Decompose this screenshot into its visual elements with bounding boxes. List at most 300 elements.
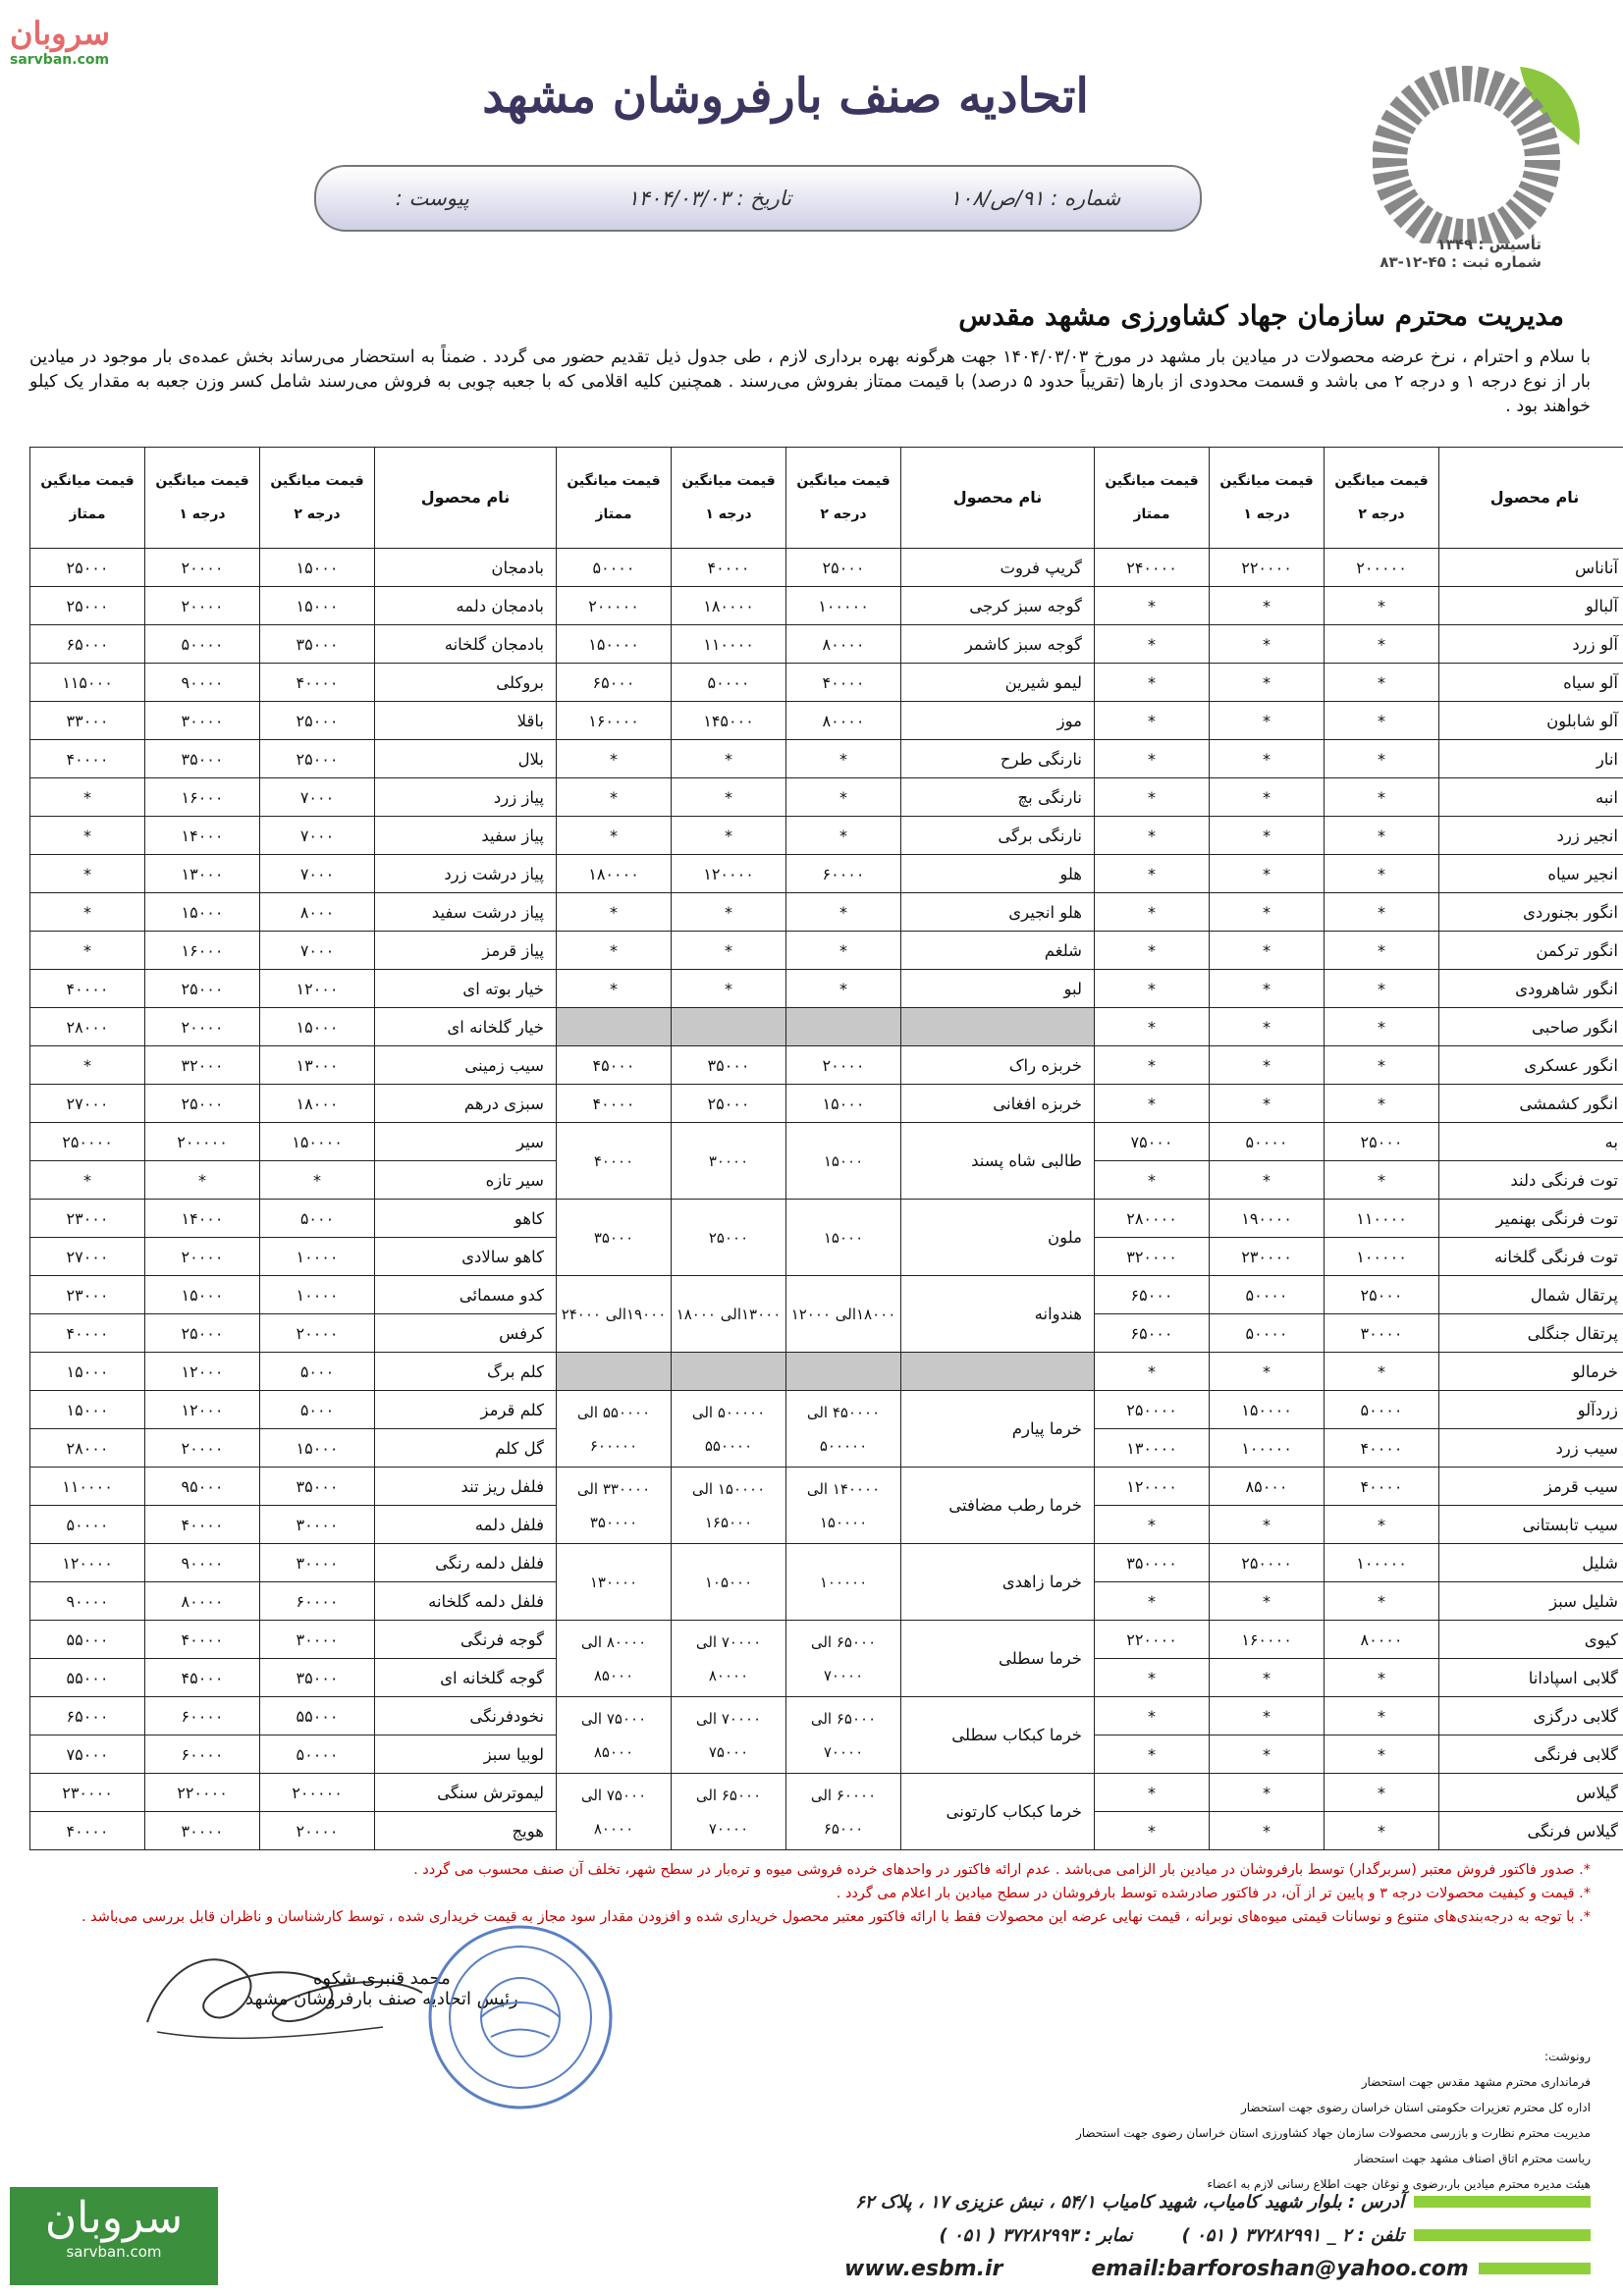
cell-a-g1: * [1210,1735,1325,1774]
cell-b-merged-g2: ۶۵۰۰۰ الی ۷۰۰۰۰ [786,1697,901,1774]
cell-b-merged-name: خرما کبکاب سطلی [901,1697,1095,1774]
cell-a-prem: * [1095,1085,1210,1123]
cell-b-merged-name: خرما زاهدی [901,1544,1095,1621]
cell-b-merged-g1: ۲۵۰۰۰ [672,1200,786,1276]
cell-a-g1: ۱۹۰۰۰۰ [1210,1200,1325,1238]
cell-a-prem: * [1095,817,1210,855]
cell-c-name: فلفل ریز تند [375,1468,557,1506]
table-row [30,817,1623,855]
cell-c-g1: ۴۰۰۰۰ [145,1621,260,1659]
cell-a-g2: * [1325,1506,1439,1544]
header-prem-b: قیمت میانگین ممتاز [557,448,672,549]
cell-c-g2: ۵۰۰۰ [260,1353,375,1391]
cell-c-g1: ۸۰۰۰۰ [145,1582,260,1621]
watermark-top-text: سروبان [10,15,111,52]
cc-item: مدیریت محترم نظارت و بازرسی محصولات سازمان جهاد کشاورزی استان خراسان رضوی جهت استحضار [1075,2126,1591,2140]
cell-b-prem: ۶۵۰۰۰ [557,664,672,702]
founded-year: تأسیس : ۱۳۴۹ [1436,236,1542,253]
cell-b-name: گریپ فروت [901,549,1095,587]
table-row [30,587,1623,625]
cell-b-name: گوجه سبز کاشمر [901,625,1095,664]
cc-item: ریاست محترم اتاق اصناف مشهد جهت استحضار [1354,2152,1591,2165]
cell-c-g1: ۴۵۰۰۰ [145,1659,260,1697]
cell-b-prem: ۲۰۰۰۰۰ [557,587,672,625]
page-title: اتحادیه صنف بارفروشان مشهد [482,69,1089,124]
table-row [30,1123,1623,1161]
cell-b-name: شلغم [901,932,1095,970]
cell-c-g2: ۶۰۰۰۰ [260,1582,375,1621]
cell-b-empty [672,1353,786,1391]
header-name-c: نام محصول [375,448,557,549]
cell-a-g1: * [1210,970,1325,1008]
cell-a-g2: * [1325,702,1439,740]
cell-a-name: زردآلو [1439,1391,1623,1429]
cell-a-name: گلابی اسپادانا [1439,1659,1623,1697]
cell-a-name: توت فرنگی دلند [1439,1161,1623,1200]
cell-b-name: هلو [901,855,1095,893]
cell-a-prem: ۱۳۰۰۰۰ [1095,1429,1210,1468]
number-value: ۹۱/ص/۱۰۸ [949,187,1045,210]
union-logo-icon [1373,57,1589,243]
cell-b-merged-g1: ۱۳۰۰۰الی ۱۸۰۰۰ [672,1276,786,1353]
price-table [29,447,1623,1850]
cell-a-prem: * [1095,625,1210,664]
table-header-row [30,448,1623,549]
cell-b-g1: ۱۱۰۰۰۰ [672,625,786,664]
cell-b-g2: ۴۰۰۰۰ [786,664,901,702]
cell-a-g2: * [1325,1582,1439,1621]
cell-a-g1: * [1210,1506,1325,1544]
cell-a-g1: * [1210,1008,1325,1046]
footer-bar [1479,2263,1591,2274]
cell-a-g2: ۴۰۰۰۰ [1325,1429,1439,1468]
cc-list [884,2044,1591,2197]
cell-b-merged-prem: ۱۳۰۰۰۰ [557,1544,672,1621]
cell-a-prem: * [1095,1582,1210,1621]
cell-a-g1: * [1210,1353,1325,1391]
cell-a-name: آلبالو [1439,587,1623,625]
cell-c-name: بلال [375,740,557,778]
cell-c-prem: ۲۵۰۰۰ [30,587,145,625]
cell-a-g1: * [1210,702,1325,740]
cell-b-prem: * [557,893,672,932]
note-2: *. قیمت و کیفیت محصولات درجه ۳ و پایین تر از آن، در فاکتور صادرشده توسط بارفروشان در سطح میادین بار اعلام می گردد . [836,1886,1591,1901]
cell-c-g2: ۲۰۰۰۰ [260,1314,375,1353]
cell-b-merged-prem: ۳۵۰۰۰ [557,1200,672,1276]
cell-a-name: انگور ترکمن [1439,932,1623,970]
table-row [30,1468,1623,1506]
cell-a-prem: ۳۲۰۰۰۰ [1095,1238,1210,1276]
cell-c-g1: ۲۰۰۰۰ [145,587,260,625]
cell-a-prem: * [1095,587,1210,625]
cell-b-g2: * [786,970,901,1008]
cell-b-g1: * [672,970,786,1008]
cell-a-g2: * [1325,893,1439,932]
cell-a-g2: * [1325,1735,1439,1774]
cell-a-prem: * [1095,1659,1210,1697]
number-field [950,187,1121,210]
cell-b-merged-g1: ۳۰۰۰۰ [672,1123,786,1200]
cell-a-name: کیوی [1439,1621,1623,1659]
cell-c-g1: ۶۰۰۰۰ [145,1735,260,1774]
cell-c-g2: ۴۰۰۰۰ [260,664,375,702]
cell-c-name: باقلا [375,702,557,740]
cell-a-g1: ۸۵۰۰۰ [1210,1468,1325,1506]
cell-c-name: خیار بوته ای [375,970,557,1008]
cell-b-empty [786,1353,901,1391]
cell-a-prem: * [1095,893,1210,932]
date-label: تاریخ : [736,187,791,210]
table-row [30,893,1623,932]
cell-c-g1: ۲۰۰۰۰ [145,1238,260,1276]
cell-b-prem: ۵۰۰۰۰ [557,549,672,587]
cell-b-name: لبو [901,970,1095,1008]
cell-a-prem: ۱۲۰۰۰۰ [1095,1468,1210,1506]
cell-c-prem: ۶۵۰۰۰ [30,1697,145,1735]
table-row [30,549,1623,587]
notes [29,1858,1591,1929]
cell-b-g1: * [672,932,786,970]
cell-c-prem: ۲۸۰۰۰ [30,1008,145,1046]
cell-a-prem: * [1095,1353,1210,1391]
cell-c-name: لیموترش سنگی [375,1774,557,1812]
cell-c-name: خیار گلخانه ای [375,1008,557,1046]
cell-b-prem: ۱۸۰۰۰۰ [557,855,672,893]
cell-c-g2: * [260,1161,375,1200]
cell-b-prem: * [557,970,672,1008]
header-g2-b: قیمت میانگین درجه ۲ [786,448,901,549]
cell-c-prem: ۱۵۰۰۰ [30,1353,145,1391]
cell-b-merged-g1: ۱۵۰۰۰۰ الی ۱۶۵۰۰۰ [672,1468,786,1544]
cell-a-prem: * [1095,778,1210,817]
cell-c-g2: ۲۰۰۰۰۰ [260,1774,375,1812]
cell-c-g2: ۳۵۰۰۰ [260,625,375,664]
cell-b-merged-name: هندوانه [901,1276,1095,1353]
cell-c-prem: ۶۵۰۰۰ [30,625,145,664]
cell-c-g2: ۵۰۰۰ [260,1200,375,1238]
cell-b-prem: * [557,778,672,817]
table-row [30,1046,1623,1085]
signer-name: محمد قنبری شکوه [312,1968,451,1989]
cell-b-g2: * [786,932,901,970]
cell-a-g1: ۲۲۰۰۰۰ [1210,549,1325,587]
cell-a-g1: ۱۰۰۰۰۰ [1210,1429,1325,1468]
cell-a-prem: * [1095,1697,1210,1735]
cell-a-g2: * [1325,587,1439,625]
table-row [30,1008,1623,1046]
cell-a-name: به [1439,1123,1623,1161]
table-row [30,1697,1623,1735]
cell-c-g1: ۱۲۰۰۰ [145,1391,260,1429]
cell-c-prem: ۲۳۰۰۰۰ [30,1774,145,1812]
cell-b-name: هلو انجیری [901,893,1095,932]
cell-a-prem: * [1095,740,1210,778]
cell-a-prem: * [1095,970,1210,1008]
cell-b-merged-prem: ۳۳۰۰۰۰ الی ۳۵۰۰۰۰ [557,1468,672,1544]
cell-c-name: سیر [375,1123,557,1161]
cell-b-g2: * [786,740,901,778]
cell-c-prem: * [30,855,145,893]
cell-b-prem: ۱۵۰۰۰۰ [557,625,672,664]
cell-b-g1: ۵۰۰۰۰ [672,664,786,702]
cell-b-merged-g1: ۶۵۰۰۰ الی ۷۰۰۰۰ [672,1774,786,1850]
cell-b-prem: * [557,817,672,855]
cell-c-name: بادمجان گلخانه [375,625,557,664]
cell-c-name: بادمجان دلمه [375,587,557,625]
cell-a-g2: ۲۵۰۰۰ [1325,1123,1439,1161]
cell-b-g2: * [786,778,901,817]
cell-a-name: سیب قرمز [1439,1468,1623,1506]
cell-c-prem: ۴۰۰۰۰ [30,1812,145,1850]
footer-phone: تلفن : ۲ _ ۳۷۲۸۲۹۹۱ ( ۰۵۱ ) [1181,2224,1404,2246]
footer-address: آدرس : بلوار شهید کامیاب، شهید کامیاب ۵۴/۱ ، نبش عزیزی ۱۷ ، پلاک ۶۲ [855,2191,1404,2213]
cell-b-g2: ۲۵۰۰۰ [786,549,901,587]
cell-c-g1: ۲۰۰۰۰۰ [145,1123,260,1161]
cell-a-prem: * [1095,1161,1210,1200]
header-prem-c: قیمت میانگین ممتاز [30,448,145,549]
cell-a-g2: ۵۰۰۰۰ [1325,1391,1439,1429]
table-row [30,702,1623,740]
cell-a-name: توت فرنگی بهنمیر [1439,1200,1623,1238]
watermark-bottom [10,2187,218,2285]
cell-c-g2: ۵۵۰۰۰ [260,1697,375,1735]
cell-c-g1: ۲۰۰۰۰ [145,1429,260,1468]
cell-c-g1: ۳۲۰۰۰ [145,1046,260,1085]
cell-c-g1: * [145,1161,260,1200]
cell-a-g1: * [1210,932,1325,970]
cc-item: هیئت مدیره محترم میادین بار،رضوی و نوغان جهت اطلاع رسانی لازم به اعضاء [1207,2177,1591,2191]
table-row [30,740,1623,778]
cell-c-prem: ۲۷۰۰۰ [30,1085,145,1123]
cell-a-name: آناناس [1439,549,1623,587]
table-row [30,1774,1623,1812]
cell-c-g2: ۷۰۰۰ [260,778,375,817]
cell-c-g2: ۸۰۰۰ [260,893,375,932]
cell-b-g1: ۱۸۰۰۰۰ [672,587,786,625]
note-3: *. با توجه به درجه‌بندی‌های متنوع و نوسانات قیمتی میوه‌های نوبرانه ، قیمت نهایی عرضه این محصولات فقط با ارائه فاکتور معتبر محصول خریداری شده و افزودن مقدار سود مجاز به قیمت خریداری شده ، توسط کارشناسان و ناظران قابل بررسی می‌باشد . [81,1909,1591,1925]
union-stamp-icon [422,1919,619,2115]
cell-a-g2: * [1325,817,1439,855]
cell-a-g1: * [1210,1582,1325,1621]
header-name-b: نام محصول [901,448,1095,549]
cell-a-g2: ۲۵۰۰۰ [1325,1276,1439,1314]
cell-a-g2: * [1325,664,1439,702]
cell-c-prem: * [30,932,145,970]
cell-a-g2: ۴۰۰۰۰ [1325,1468,1439,1506]
cell-c-name: کلم قرمز [375,1391,557,1429]
cell-a-g1: * [1210,893,1325,932]
cell-a-name: انگور صاحبی [1439,1008,1623,1046]
cell-c-name: سبزی درهم [375,1085,557,1123]
cell-c-prem: ۱۵۰۰۰ [30,1391,145,1429]
table-row [30,1085,1623,1123]
cell-c-g1: ۱۶۰۰۰ [145,932,260,970]
cell-a-prem: ۳۵۰۰۰۰ [1095,1544,1210,1582]
cell-b-g2: ۱۵۰۰۰ [786,1085,901,1123]
cell-a-g2: * [1325,1697,1439,1735]
cell-a-g1: * [1210,1697,1325,1735]
cell-c-prem: ۱۲۰۰۰۰ [30,1544,145,1582]
cell-a-prem: * [1095,932,1210,970]
cell-a-prem: * [1095,664,1210,702]
cell-c-g2: ۱۵۰۰۰ [260,1429,375,1468]
cell-b-g2: ۱۰۰۰۰۰ [786,587,901,625]
cell-b-merged-g2: ۱۵۰۰۰ [786,1200,901,1276]
cell-c-g1: ۹۰۰۰۰ [145,1544,260,1582]
table-row [30,1353,1623,1391]
cell-b-merged-prem: ۵۵۰۰۰۰ الی ۶۰۰۰۰۰ [557,1391,672,1468]
cell-a-g1: ۲۳۰۰۰۰ [1210,1238,1325,1276]
cell-b-merged-g2: ۱۰۰۰۰۰ [786,1544,901,1621]
cell-a-name: توت فرنگی گلخانه [1439,1238,1623,1276]
cell-c-name: فلفل دلمه [375,1506,557,1544]
cell-c-prem: ۴۰۰۰۰ [30,740,145,778]
cell-a-prem: * [1095,1774,1210,1812]
cell-c-name: کلم برگ [375,1353,557,1391]
cell-b-merged-name: خرما کبکاب کارتونی [901,1774,1095,1850]
cell-a-g1: * [1210,664,1325,702]
cell-c-name: پیاز سفید [375,817,557,855]
cell-c-g2: ۳۰۰۰۰ [260,1506,375,1544]
cell-c-g1: ۲۰۰۰۰ [145,549,260,587]
cell-a-prem: * [1095,1506,1210,1544]
attachment-field [396,187,469,210]
cell-b-merged-prem: ۷۵۰۰۰ الی ۸۰۰۰۰ [557,1774,672,1850]
cell-a-g2: * [1325,625,1439,664]
cc-label: رونوشت: [1543,2050,1591,2063]
cell-a-prem: ۲۲۰۰۰۰ [1095,1621,1210,1659]
cell-a-name: گلابی فرنگی [1439,1735,1623,1774]
cell-c-name: گوجه فرنگی [375,1621,557,1659]
attachment-label: پیوست : [395,187,469,210]
cell-b-prem: ۴۰۰۰۰ [557,1085,672,1123]
cell-b-merged-name: ملون [901,1200,1095,1276]
cell-c-prem: ۵۵۰۰۰ [30,1621,145,1659]
addressee: مدیریت محترم سازمان جهاد کشاورزی مشهد مقدس [958,299,1564,332]
cell-b-g1: ۱۲۰۰۰۰ [672,855,786,893]
cell-c-prem: ۲۷۰۰۰ [30,1238,145,1276]
cell-b-name: گوجه سبز کرجی [901,587,1095,625]
footer-email: email:barforoshan@yahoo.com [1091,2256,1469,2281]
cell-c-name: پیاز قرمز [375,932,557,970]
footer-web-row [844,2252,1591,2285]
cell-a-g2: ۱۰۰۰۰۰ [1325,1544,1439,1582]
number-label: شماره : [1051,187,1121,210]
cell-c-name: پیاز درشت زرد [375,855,557,893]
cell-c-g2: ۷۰۰۰ [260,932,375,970]
header-g1-a: قیمت میانگین درجه ۱ [1210,448,1325,549]
cell-c-g2: ۷۰۰۰ [260,817,375,855]
cell-b-merged-g1: ۷۰۰۰۰ الی ۸۰۰۰۰ [672,1621,786,1697]
cell-b-merged-g2: ۱۵۰۰۰ [786,1123,901,1200]
cell-b-empty [557,1353,672,1391]
cell-c-prem: ۹۰۰۰۰ [30,1582,145,1621]
cell-a-name: آلو سیاه [1439,664,1623,702]
cell-c-g2: ۱۲۰۰۰ [260,970,375,1008]
watermark-bottom-text: سروبان [44,2193,184,2243]
signer-role: رئیس اتحادیه صنف بارفروشان مشهد [245,1989,518,2009]
cell-c-prem: ۱۱۰۰۰۰ [30,1468,145,1506]
cell-a-name: انگور عسکری [1439,1046,1623,1085]
cell-b-g1: ۱۴۵۰۰۰ [672,702,786,740]
cell-c-g2: ۱۰۰۰۰ [260,1276,375,1314]
cell-a-name: گیلاس [1439,1774,1623,1812]
cell-c-name: سیر تازه [375,1161,557,1200]
header-prem-a: قیمت میانگین ممتاز [1095,448,1210,549]
watermark-top-url: sarvban.com [10,52,110,68]
header-g2-c: قیمت میانگین درجه ۲ [260,448,375,549]
table-row [30,1621,1623,1659]
cell-c-name: بادمجان [375,549,557,587]
cell-b-merged-g1: ۷۰۰۰۰ الی ۷۵۰۰۰ [672,1697,786,1774]
cell-c-prem: ۱۱۵۰۰۰ [30,664,145,702]
cell-c-g1: ۳۰۰۰۰ [145,702,260,740]
watermark-top [10,15,177,68]
cell-a-g2: * [1325,1353,1439,1391]
cell-c-g2: ۱۵۰۰۰ [260,549,375,587]
cell-a-g1: ۵۰۰۰۰ [1210,1123,1325,1161]
footer-website[interactable]: www.esbm.ir [844,2256,1003,2281]
table-row [30,1200,1623,1238]
cell-a-prem: * [1095,702,1210,740]
footer-bar [1414,2196,1591,2208]
cell-c-g2: ۳۵۰۰۰ [260,1468,375,1506]
cell-a-g2: * [1325,970,1439,1008]
cell-a-g2: * [1325,1161,1439,1200]
header-name-a: نام محصول [1439,448,1623,549]
cell-c-g2: ۳۰۰۰۰ [260,1544,375,1582]
cell-a-g2: ۸۰۰۰۰ [1325,1621,1439,1659]
cell-c-g1: ۱۶۰۰۰ [145,778,260,817]
cell-b-g2: ۸۰۰۰۰ [786,625,901,664]
cell-c-g2: ۱۵۰۰۰ [260,1008,375,1046]
cell-a-g2: ۱۰۰۰۰۰ [1325,1238,1439,1276]
cell-b-g2: ۸۰۰۰۰ [786,702,901,740]
cell-a-name: آلو شابلون [1439,702,1623,740]
cell-c-g1: ۱۴۰۰۰ [145,1200,260,1238]
date-field [627,187,791,210]
cell-b-prem [557,1008,672,1046]
cell-a-name: انبه [1439,778,1623,817]
cell-c-g2: ۳۵۰۰۰ [260,1659,375,1697]
cell-b-g1: ۲۵۰۰۰ [672,1085,786,1123]
cell-c-g2: ۳۰۰۰۰ [260,1621,375,1659]
cell-a-name: آلو زرد [1439,625,1623,664]
cell-a-name: انجیر سیاه [1439,855,1623,893]
cell-a-name: گلابی درگزی [1439,1697,1623,1735]
cell-b-merged-prem: ۱۹۰۰۰الی ۲۴۰۰۰ [557,1276,672,1353]
cell-c-g2: ۱۵۰۰۰ [260,587,375,625]
cell-a-g2: * [1325,740,1439,778]
header-g2-a: قیمت میانگین درجه ۲ [1325,448,1439,549]
cell-c-g1: ۳۵۰۰۰ [145,740,260,778]
cell-a-g1: * [1210,1046,1325,1085]
cell-c-name: کدو مسمائی [375,1276,557,1314]
cell-a-name: شلیل سبز [1439,1582,1623,1621]
cell-a-g2: * [1325,855,1439,893]
cell-c-prem: ۴۰۰۰۰ [30,970,145,1008]
cell-a-name: انگور شاهرودی [1439,970,1623,1008]
cell-a-g1: ۵۰۰۰۰ [1210,1276,1325,1314]
cell-b-merged-name: خرما پیارم [901,1391,1095,1468]
table-row [30,664,1623,702]
cell-c-prem: ۲۵۰۰۰ [30,549,145,587]
cell-b-name: نارنگی بچ [901,778,1095,817]
table-row [30,932,1623,970]
cell-b-g2: * [786,817,901,855]
cell-a-g1: * [1210,817,1325,855]
cell-a-name: پرتقال جنگلی [1439,1314,1623,1353]
